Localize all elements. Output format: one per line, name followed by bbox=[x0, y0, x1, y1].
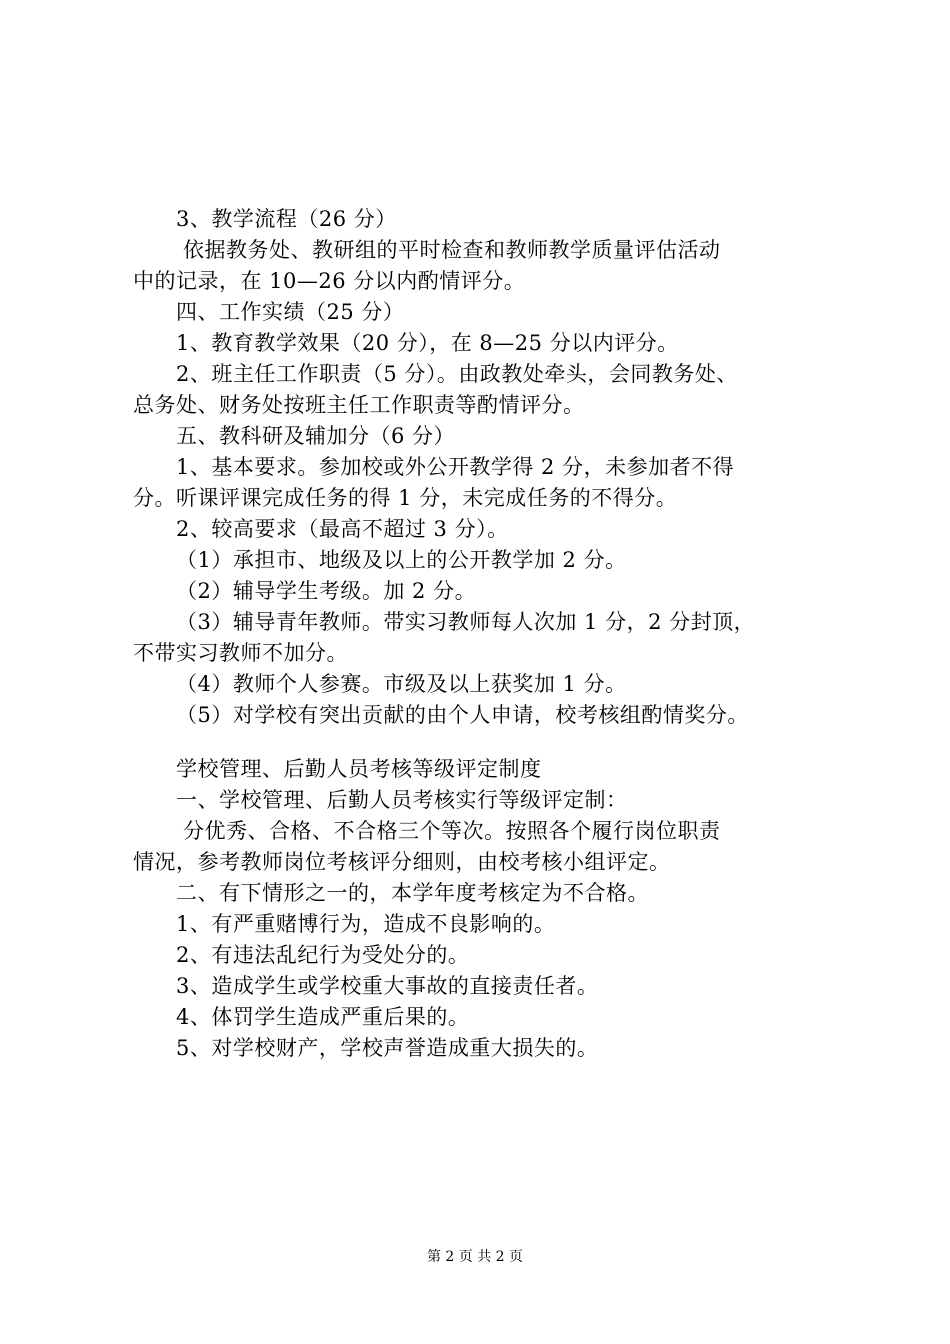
text-line: （3）辅导青年教师。带实习教师每人次加 1 分，2 分封顶， bbox=[176, 610, 756, 634]
document-body bbox=[133, 204, 833, 1064]
text-line: 分。听课评课完成任务的得 1 分，未完成任务的不得分。 bbox=[133, 486, 678, 510]
text-line: 2、有违法乱纪行为受处分的。 bbox=[176, 943, 470, 967]
text-line: 5、对学校财产，学校声誉造成重大损失的。 bbox=[176, 1036, 599, 1060]
text-line: 一、学校管理、后勤人员考核实行等级评定制： bbox=[176, 788, 628, 812]
text-line: 1、教育教学效果（20 分），在 8—25 分以内评分。 bbox=[176, 331, 679, 355]
text-line: 中的记录，在 10—26 分以内酌情评分。 bbox=[133, 269, 526, 293]
text-line: 二、有下情形之一的，本学年度考核定为不合格。 bbox=[176, 881, 649, 905]
text-line: （2）辅导学生考级。加 2 分。 bbox=[176, 579, 477, 603]
page-footer: 第 2 页 共 2 页 bbox=[426, 1249, 524, 1265]
text-line: 3、教学流程（26 分） bbox=[176, 207, 397, 231]
scoring-section bbox=[133, 204, 833, 731]
text-line: 学校管理、后勤人员考核等级评定制度 bbox=[176, 757, 542, 781]
text-line: 五、教科研及辅加分（6 分） bbox=[176, 424, 456, 448]
text-line: 四、工作实绩（25 分） bbox=[176, 300, 405, 324]
text-line: 情况，参考教师岗位考核评分细则，由校考核小组评定。 bbox=[133, 850, 671, 874]
text-line: 4、体罚学生造成严重后果的。 bbox=[176, 1005, 470, 1029]
text-line: 2、较高要求（最高不超过 3 分）。 bbox=[176, 517, 509, 541]
text-line: 总务处、财务处按班主任工作职责等酌情评分。 bbox=[133, 393, 585, 417]
text-line: 1、基本要求。参加校或外公开教学得 2 分，未参加者不得 bbox=[176, 455, 735, 479]
management-evaluation-section bbox=[133, 754, 833, 1064]
text-line: 分优秀、合格、不合格三个等次。按照各个履行岗位职责 bbox=[183, 819, 721, 843]
text-line: 2、班主任工作职责（5 分）。由政教处牵头，会同教务处、 bbox=[176, 362, 738, 386]
text-line: 依据教务处、教研组的平时检查和教师教学质量评估活动 bbox=[183, 238, 721, 262]
text-line: （5）对学校有突出贡献的由个人申请，校考核组酌情奖分。 bbox=[176, 703, 749, 727]
text-line: 1、有严重赌博行为，造成不良影响的。 bbox=[176, 912, 556, 936]
text-line: 3、造成学生或学校重大事故的直接责任者。 bbox=[176, 974, 599, 998]
text-line: （4）教师个人参赛。市级及以上获奖加 1 分。 bbox=[176, 672, 627, 696]
text-line: （1）承担市、地级及以上的公开教学加 2 分。 bbox=[176, 548, 627, 572]
section-spacer bbox=[133, 731, 833, 754]
text-line: 不带实习教师不加分。 bbox=[133, 641, 348, 665]
